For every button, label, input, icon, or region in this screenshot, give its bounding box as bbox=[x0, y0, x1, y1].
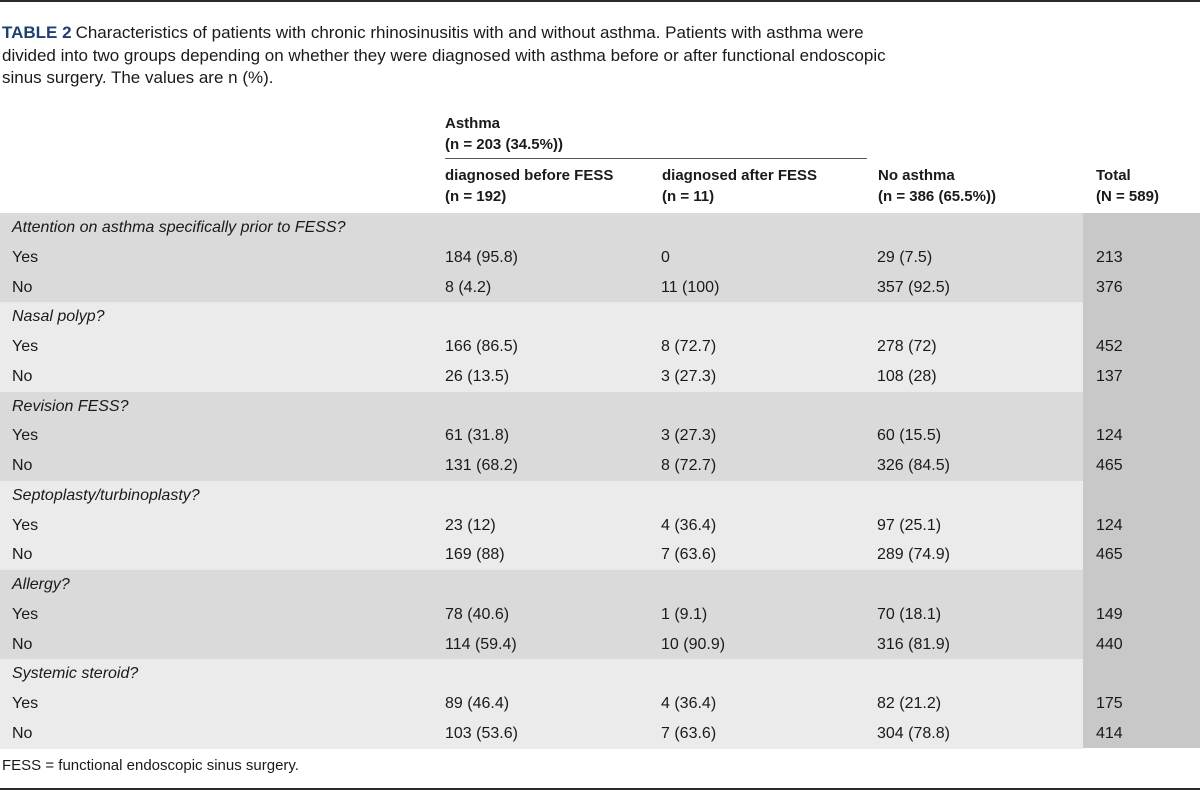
header-after-title: diagnosed after FESS bbox=[662, 167, 818, 184]
caption-text: Characteristics of patients with chronic rhinosinusitis with and without asthma. Patients with asthma were divided into two groups depending on whether they were diagnosed with asthma before or after functional endoscopic sinus surgery. The values are n (%). bbox=[2, 23, 886, 87]
table-row bbox=[0, 332, 1123, 362]
cell-no-asthma: 289 (74.9) bbox=[877, 546, 950, 564]
row-label: No bbox=[12, 546, 33, 564]
cell-total: 149 bbox=[1096, 605, 1123, 623]
table-row bbox=[0, 362, 1123, 392]
cell-no-asthma: 316 (81.9) bbox=[877, 635, 950, 653]
table-row bbox=[0, 421, 1123, 451]
cell-after-fess: 0 bbox=[661, 248, 670, 266]
row-label: No bbox=[12, 367, 33, 385]
cell-after-fess: 4 (36.4) bbox=[661, 695, 717, 712]
header-asthma-group bbox=[445, 113, 563, 155]
header-no-asthma-count: (n = 386 (65.5%)) bbox=[878, 188, 996, 205]
table-caption bbox=[2, 22, 902, 90]
row-label: No bbox=[12, 724, 33, 742]
cell-total: 376 bbox=[1096, 278, 1123, 296]
section-title: Attention on asthma specifically prior to FESS? bbox=[12, 219, 346, 236]
section-title: Allergy? bbox=[12, 576, 70, 593]
bottom-rule bbox=[0, 788, 1200, 790]
table-row bbox=[0, 630, 1123, 660]
cell-after-fess: 7 (63.6) bbox=[661, 724, 717, 742]
row-label: Yes bbox=[12, 427, 39, 445]
cell-no-asthma: 29 (7.5) bbox=[877, 248, 933, 266]
cell-after-fess: 3 (27.3) bbox=[661, 367, 717, 385]
header-total-count: (N = 589) bbox=[1096, 188, 1159, 205]
cell-before-fess: 23 (12) bbox=[445, 516, 496, 534]
table-row bbox=[0, 243, 1123, 273]
header-no-asthma bbox=[878, 165, 996, 207]
table-row bbox=[0, 540, 1123, 570]
section-row bbox=[0, 213, 1083, 243]
top-rule bbox=[0, 0, 1200, 2]
table-row bbox=[0, 600, 1123, 630]
asthma-group-rule bbox=[445, 158, 867, 159]
table-label: TABLE 2 bbox=[2, 23, 72, 42]
cell-no-asthma: 108 (28) bbox=[877, 367, 937, 385]
table-row bbox=[0, 689, 1123, 719]
row-label: Yes bbox=[12, 605, 39, 623]
section-row bbox=[0, 392, 1083, 422]
cell-before-fess: 166 (86.5) bbox=[445, 338, 518, 355]
row-label: No bbox=[12, 278, 33, 296]
row-label: Yes bbox=[12, 248, 39, 266]
section-title: Septoplasty/turbinoplasty? bbox=[12, 486, 200, 504]
cell-before-fess: 8 (4.2) bbox=[445, 278, 492, 296]
cell-before-fess: 169 (88) bbox=[445, 546, 505, 564]
cell-before-fess: 61 (31.8) bbox=[445, 427, 510, 445]
cell-no-asthma: 326 (84.5) bbox=[877, 457, 950, 474]
cell-after-fess: 3 (27.3) bbox=[661, 427, 717, 445]
cell-no-asthma: 70 (18.1) bbox=[877, 605, 942, 623]
header-before-fess bbox=[445, 165, 613, 207]
cell-total: 465 bbox=[1096, 546, 1123, 564]
cell-total: 213 bbox=[1096, 248, 1123, 266]
cell-before-fess: 103 (53.6) bbox=[445, 724, 518, 742]
cell-after-fess: 1 (9.1) bbox=[661, 605, 708, 623]
section-title: Systemic steroid? bbox=[12, 665, 139, 683]
header-asthma-title: Asthma bbox=[445, 115, 501, 132]
table-body bbox=[0, 213, 1123, 749]
cell-before-fess: 78 (40.6) bbox=[445, 605, 510, 623]
header-after-fess bbox=[662, 165, 817, 207]
cell-total: 414 bbox=[1096, 724, 1123, 742]
cell-after-fess: 7 (63.6) bbox=[661, 546, 717, 564]
table-row bbox=[0, 511, 1123, 541]
section-row bbox=[0, 659, 1083, 689]
cell-total: 137 bbox=[1096, 367, 1123, 385]
cell-no-asthma: 82 (21.2) bbox=[877, 695, 942, 712]
header-total-title: Total bbox=[1096, 167, 1131, 184]
cell-before-fess: 89 (46.4) bbox=[445, 695, 510, 712]
header-total bbox=[1096, 165, 1159, 207]
section-row bbox=[0, 302, 1083, 332]
cell-after-fess: 11 (100) bbox=[661, 278, 720, 296]
table-row bbox=[0, 451, 1123, 481]
row-label: Yes bbox=[12, 695, 39, 712]
header-before-title: diagnosed before FESS bbox=[445, 167, 614, 184]
cell-no-asthma: 278 (72) bbox=[877, 338, 937, 355]
cell-after-fess: 8 (72.7) bbox=[661, 457, 717, 474]
table-row bbox=[0, 273, 1123, 303]
cell-after-fess: 4 (36.4) bbox=[661, 516, 717, 534]
row-label: No bbox=[12, 457, 33, 474]
header-before-count: (n = 192) bbox=[445, 188, 507, 205]
cell-after-fess: 8 (72.7) bbox=[661, 338, 717, 355]
header-asthma-count: (n = 203 (34.5%)) bbox=[445, 136, 563, 153]
cell-before-fess: 114 (59.4) bbox=[445, 635, 517, 653]
cell-total: 124 bbox=[1096, 427, 1123, 445]
cell-before-fess: 184 (95.8) bbox=[445, 248, 518, 266]
cell-no-asthma: 97 (25.1) bbox=[877, 516, 942, 534]
cell-no-asthma: 60 (15.5) bbox=[877, 427, 942, 445]
header-after-count: (n = 11) bbox=[662, 188, 715, 205]
cell-total: 465 bbox=[1096, 457, 1123, 474]
cell-total: 175 bbox=[1096, 695, 1123, 712]
cell-before-fess: 131 (68.2) bbox=[445, 457, 518, 474]
section-row bbox=[0, 570, 1083, 600]
cell-total: 124 bbox=[1096, 516, 1123, 534]
cell-total: 452 bbox=[1096, 338, 1123, 355]
cell-after-fess: 10 (90.9) bbox=[661, 635, 726, 653]
cell-no-asthma: 357 (92.5) bbox=[877, 278, 950, 296]
row-label: No bbox=[12, 635, 33, 653]
section-row bbox=[0, 481, 1083, 511]
row-label: Yes bbox=[12, 516, 39, 534]
section-title: Nasal polyp? bbox=[12, 308, 105, 326]
section-title: Revision FESS? bbox=[12, 397, 129, 415]
table-footnote: FESS = functional endoscopic sinus surgery. bbox=[2, 757, 299, 774]
cell-total: 440 bbox=[1096, 635, 1123, 653]
table-row bbox=[0, 719, 1123, 749]
cell-before-fess: 26 (13.5) bbox=[445, 367, 510, 385]
cell-no-asthma: 304 (78.8) bbox=[877, 724, 950, 742]
row-label: Yes bbox=[12, 338, 39, 355]
header-no-asthma-title: No asthma bbox=[878, 167, 955, 184]
